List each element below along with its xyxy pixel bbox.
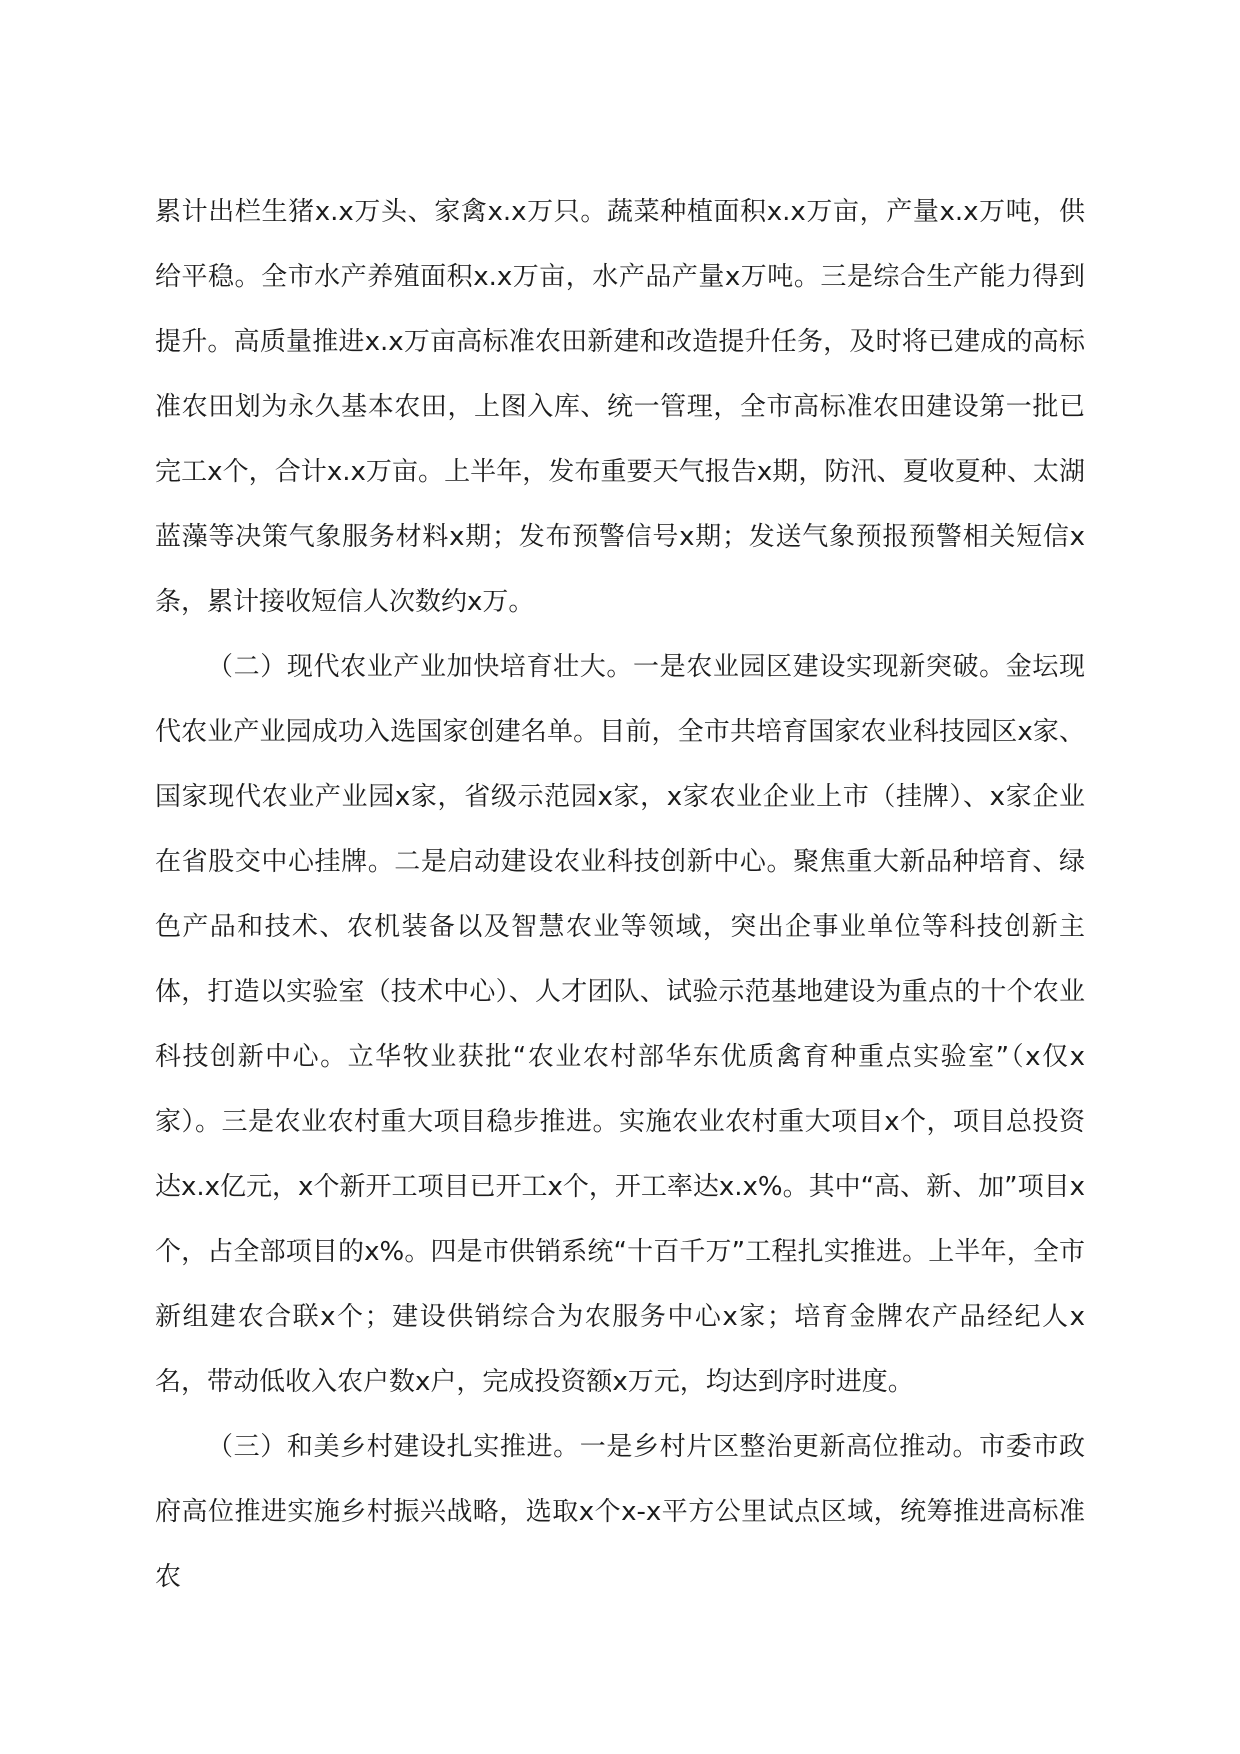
paragraph-modern-agriculture-industry: （二）现代农业产业加快培育壮大。一是农业园区建设实现新突破。金坛现代农业产业园成功入选国家创建名单。目前，全市共培育国家农业科技园区x家、国家现代农业产业园x家，省级示范园x家，x家农业企业上市（挂牌）、x家企业在省股交中心挂牌。二是启动建设农业科技创新中心。聚焦重大新品种培育、绿色产品和技术、农机装备以及智慧农业等领域，突出企事业单位等科技创新主体，打造以实验室（技术中心）、人才团队、试验示范基地建设为重点的十个农业科技创新中心。立华牧业获批“农业农村部华东优质禽育种重点实验室”（x仅x家）。三是农业农村重大项目稳步推进。实施农业农村重大项目x个，项目总投资达x.x亿元，x个新开工项目已开工x个，开工率达x.x%。其中“高、新、加”项目x个，占全部项目的x%。四是市供销系统“十百千万”工程扎实推进。上半年，全市新组建农合联x个；建设供销综合为农服务中心x家；培育金牌农产品经纪人x名，带动低收入农户数x户，完成投资额x万元，均达到序时进度。 xyxy=(155,652,1085,1397)
document-body xyxy=(155,180,1085,1610)
paragraph-livestock-and-farmland: 累计出栏生猪x.x万头、家禽x.x万只。蔬菜种植面积x.x万亩，产量x.x万吨，供给平稳。全市水产养殖面积x.x万亩，水产品产量x万吨。三是综合生产能力得到提升。高质量推进x.x万亩高标准农田新建和改造提升任务，及时将已建成的高标准农田划为永久基本农田，上图入库、统一管理，全市高标准农田建设第一批已完工x个，合计x.x万亩。上半年，发布重要天气报告x期，防汛、夏收夏种、太湖蓝藻等决策气象服务材料x期；发布预警信号x期；发送气象预报预警相关短信x条，累计接收短信人次数约x万。 xyxy=(155,197,1085,617)
paragraph-rural-construction: （三）和美乡村建设扎实推进。一是乡村片区整治更新高位推动。市委市政府高位推进实施乡村振兴战略，选取x个x-x平方公里试点区域，统筹推进高标准农 xyxy=(155,1432,1085,1592)
